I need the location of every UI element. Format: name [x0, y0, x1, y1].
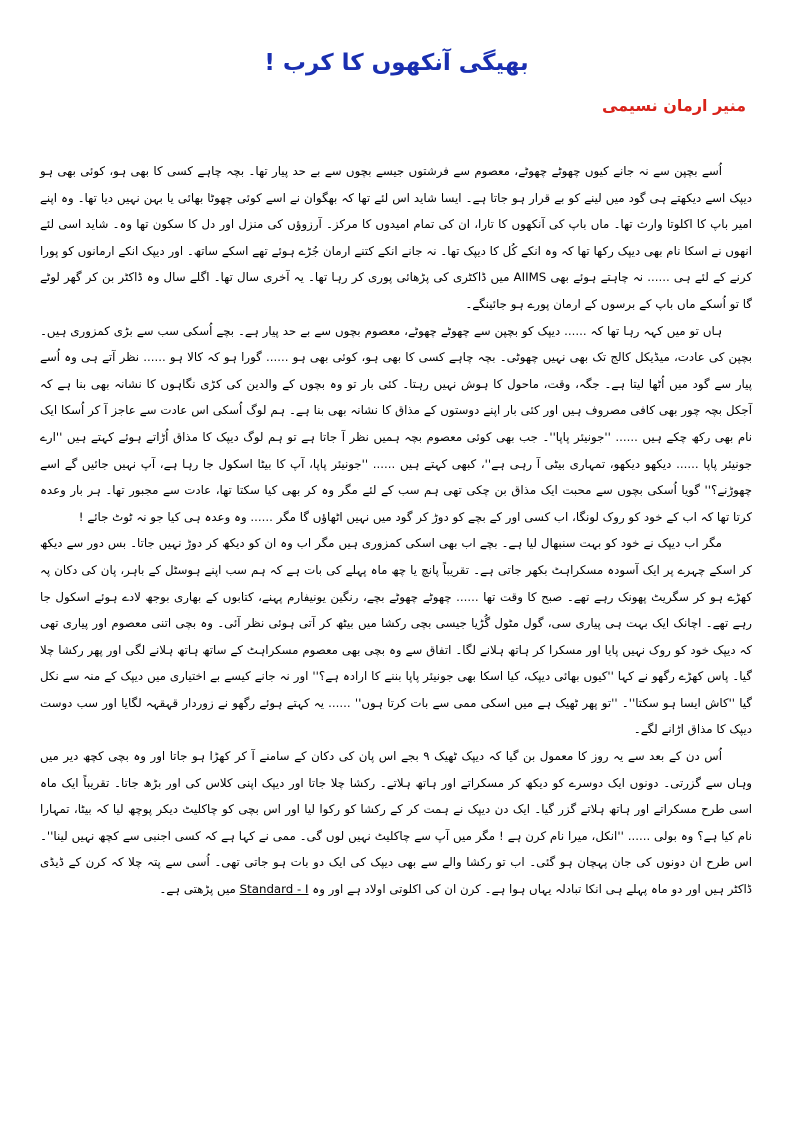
- paragraph-2: ہاں تو میں کہہ رہا تھا کہ ...... دیپک کو بچپن سے چھوٹے چھوٹے، معصوم بچوں سے بے حد پیار ہے۔ بچے اُسکی سب سے بڑی کمزوری ہیں۔ بچپن کی عادت، میڈیکل کالج تک بھی نہیں چھوٹی۔ بچہ چاہے کسی کا بھی ہو، کوئی بھی ہو ...... گورا ہو کہ کالا ہو ...... نظر آتے ہی وہ اُسے پیار سے گود میں اُٹھا لیتا ہے۔ جگہ، وقت، ماحول کا ہوش نہیں رہتا۔ کئی بار تو وہ بچوں کے والدین کی کڑی نگاہوں کا نشانہ بھی بنا ہے کہ آجکل بچہ چور بھی کافی مصروف ہیں اور کئی بار اپنے دوستوں کے مذاق کا نشانہ بھی بنا ہے۔ ہم لوگ اُسکی اس عادت سے عاجز آ کر اُسکا ایک نام بھی رکھ چکے ہیں ...... ''جونیئر پاپا''۔ جب بھی کوئی معصوم بچہ ہمیں نظر آ جاتا ہے تو ہم لوگ دیپک کا مذاق اُڑاتے ہوئے کہتے ہیں ''ارے جونیئر پاپا ...... دیکھو دیکھو، تمہاری بیٹی آ رہی ہے''، کبھی کہتے ہیں ...... ''جونیئر پاپا، آپ کا بیٹا اسکول جا رہا ہے، آپ نہیں جائیں گے اسے چھوڑنے؟'' گویا اُسکی بچوں سے محبت ایک مذاق بن چکی تھی ہم سب کے لئے مگر وہ کر بھی کیا سکتا تھا، عادت سے مجبور تھا۔ ہر بار وعدہ کرتا تھا کہ اب کے خود کو روک لونگا، اب کسی اور کے بچے کو دوڑ کر گود میں نہیں اٹھاؤں گا مگر ...... وہ وعدہ ہی کیا جو نہ ٹوٹ جائے !: [40, 323, 752, 524]
- paragraph-4: [40, 743, 752, 903]
- paragraph-4-tail: میں پڑھتی ہے۔: [159, 882, 236, 897]
- paragraph-4-text: اُس دن کے بعد سے یہ روز کا معمول بن گیا کہ دیپک ٹھیک ۹ بجے اس پان کی دکان کے سامنے آ کر کھڑا ہو جاتا اور وہ بچی کچھ دیر میں وہاں سے گزرتی۔ دونوں ایک دوسرے کو دیکھ کر مسکراتے اور ہاتھ ہلاتے۔ رکشا چلا جاتا اور دیپک اپنی کلاس کی اور بڑھ جاتا۔ تقریباً ایک ماہ اسی طرح مسکراتے اور ہاتھ ہلاتے گزر گیا۔ ایک دن دیپک نے ہمت کر کے رکشا کو رکوا لیا اور اس بچی کو چاکلیٹ دیکر پوچھ لیا کہ بیٹا، تمہارا نام کیا ہے؟ وہ بولی ...... ''انکل، میرا نام کرن ہے ! مگر میں آپ سے چاکلیٹ نہیں لوں گی۔ ممی نے کہا ہے کہ کسی اجنبی سے کچھ نہیں لینا''۔ اس طرح ان دونوں کی جان پہچان ہو گئی۔ اب تو رکشا والے سے بھی دیپک کی ایک دو بات ہو جاتی تھی۔ اُسی سے پتہ چلا کہ کرن کے ڈیڈی ڈاکٹر ہیں اور دو ماہ پہلے ہی انکا تبادلہ یہاں ہوا ہے۔ کرن ان کی اکلوتی اولاد ہے اور وہ: [40, 749, 752, 897]
- page-title: بھیگی آنکھوں کا کرب !: [264, 50, 529, 76]
- class-standard-label: Standard - I: [239, 882, 309, 897]
- author-name: منیر ارمان نسیمی: [601, 96, 746, 115]
- paragraph-1: اُسے بچپن سے نہ جانے کیوں چھوٹے چھوٹے، معصوم سے فرشتوں جیسے بچوں سے بے حد پیار تھا۔ بچہ چاہے کسی کا بھی ہو، کوئی بھی ہو دیپک اسے دیکھتے ہی گود میں لینے کو بے قرار ہو جاتا ہے۔ ایسا شاید اس لئے تھا کہ بھگوان نے اسے کوئی چھوٹا بھائی یا بہن نہیں دیا تھا۔ وہ اپنے امیر باپ کا اکلوتا وارث تھا۔ ماں باپ کی آنکھوں کا تارا، ان کی تمام امیدوں کا مرکز۔ آرزوؤں کی منزل اور دل کا سکون تھا وہ۔ شاید اسی لئے انھوں نے اسکا نام بھی دیپک رکھا تھا کہ وہ انکے کُل کا دیپک تھا۔ نہ جانے انکے کتنے ارمان جُڑے ہوئے تھے اسکے ساتھ۔ اور دیپک انکے ارمانوں کو پورا کرنے کے لئے ہی ...... نہ چاہتے ہوئے بھی AIIMS میں ڈاکٹری کی پڑھائی پوری کر رہا تھا۔ یہ آخری سال تھا۔ اگلے سال وہ ڈاکٹر بن کر گھر لوٹے گا تو اُسکے ماں باپ کے برسوں کے ارمان پورے ہو جائینگے۔: [40, 164, 752, 311]
- story-body: [40, 158, 752, 903]
- paragraph-3: مگر اب دیپک نے خود کو بہت سنبھال لیا ہے۔ بچے اب بھی اسکی کمزوری ہیں مگر اب وہ ان کو دیکھ کر دوڑ نہیں جاتا۔ بس دور سے دیکھ کر اسکے چہرے پر ایک آسودہ مسکراہٹ بکھر جاتی ہے۔ تقریباً پانچ یا چھ ماہ پہلے کی بات ہے کہ ہم سب اپنے ہوسٹل کے باہر، پان کی دکان پہ کھڑے ہو کر سگریٹ پھونک رہے تھے۔ صبح کا وقت تھا ...... چھوٹے چھوٹے بچے، رنگین یونیفارم پہنے، کتابوں کے بھاری بوجھ لادے ہوئے اسکول جا رہے تھے۔ اچانک ایک بہت ہی پیاری سی، گول مٹول گُڑیا جیسی بچی رکشا میں بیٹھ کر آتی ہوئی نظر آئی۔ وہ بچی اتنی معصوم اور پیاری تھی کہ دیپک خود کو روک نہیں پایا اور مسکرا کر ہاتھ ہلانے لگا۔ اتفاق سے وہ بچی بھی معصوم مسکراہٹ کے ساتھ ہاتھ ہلانے لگی اور پھر رکشا چلا گیا۔ پاس کھڑے رگھو نے کہا ''کیوں بھائی دیپک، کیا اسکا بھی جونیئر پاپا بننے کا ارادہ ہے؟'' اور نہ جانے کیسے بے اختیاری میں دیپک کے منہ سے نکل گیا ''کاش ایسا ہو سکتا''۔ ''تو پھر ٹھیک ہے میں اسکی ممی سے بات کرتا ہوں'' ...... یہ کہتے ہوئے رگھو نے زوردار قہقہہ لگایا اور سب دوست دیپک کا مذاق اڑانے لگے۔: [40, 536, 752, 737]
